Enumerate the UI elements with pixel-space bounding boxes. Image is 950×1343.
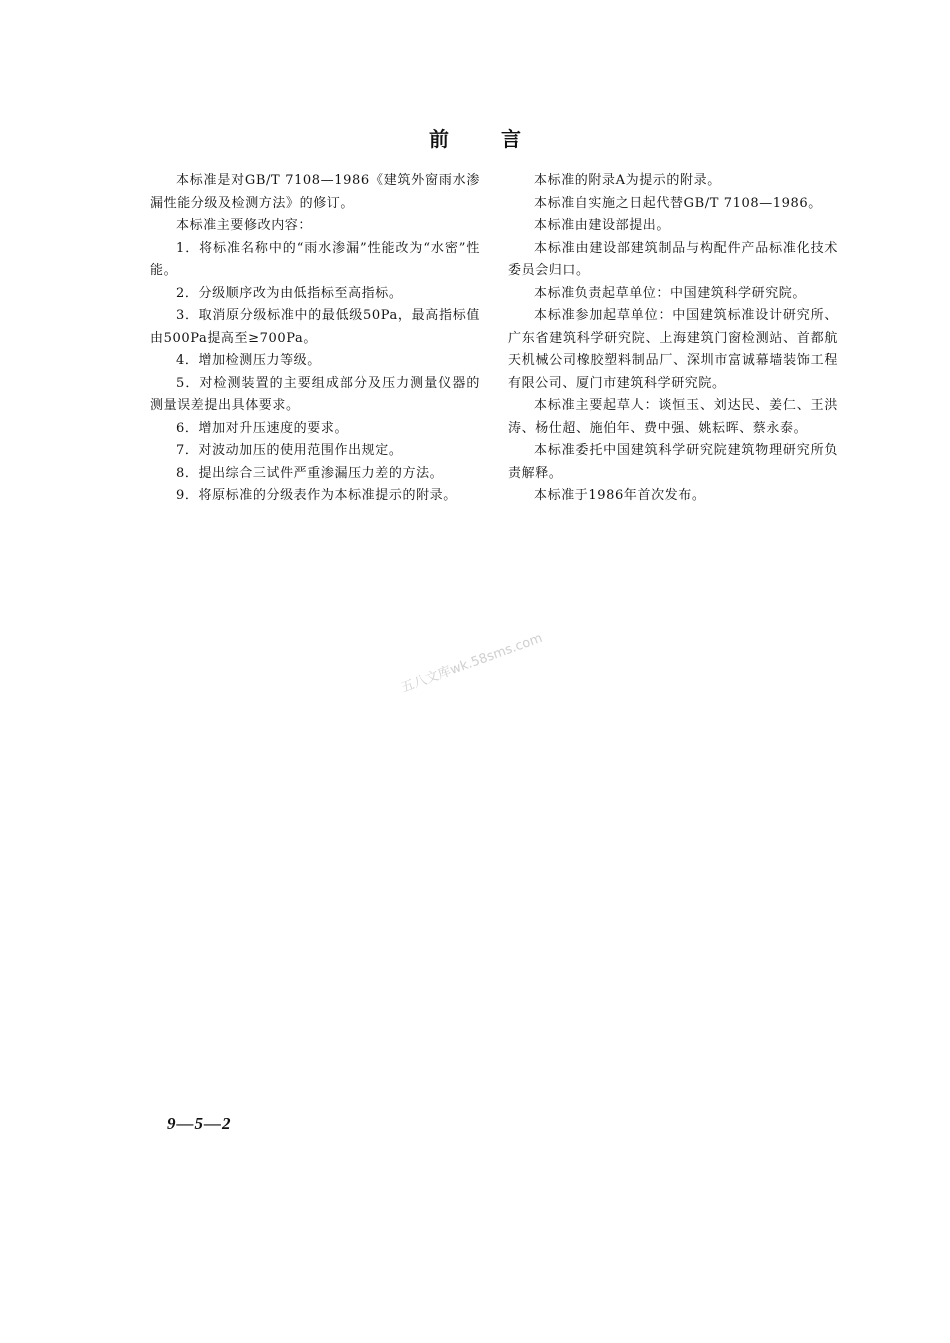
paragraph: 本标准主要起草人：谈恒玉、刘达民、姜仁、王洪涛、杨仕超、施伯年、费中强、姚耘晖、蔡永泰。 [508, 398, 838, 436]
list-item: 5．对检测装置的主要组成部分及压力测量仪器的测量误差提出具体要求。 [150, 375, 480, 413]
list-item: 9．将原标准的分级表作为本标准提示的附录。 [176, 488, 457, 503]
list-item: 8．提出综合三试件严重渗漏压力差的方法。 [176, 465, 444, 481]
paragraph: 本标准委托中国建筑科学研究院建筑物理研究所负责解释。 [508, 443, 838, 481]
watermark: 五八文库wk.58sms.com [399, 630, 545, 696]
list-item: 1．将标准名称中的“雨水渗漏”性能改为“水密”性能。 [150, 240, 480, 278]
paragraph: 本标准负责起草单位：中国建筑科学研究院。 [534, 285, 807, 301]
left-column [150, 170, 480, 508]
page-title: 前言 [429, 127, 573, 151]
list-item: 3．取消原分级标准中的最低级50Pa，最高指标值由500Pa提高至≥700Pa。 [150, 308, 480, 346]
page-number: 9—5—2 [167, 1114, 232, 1133]
list-item: 4．增加检测压力等级。 [176, 353, 321, 368]
paragraph: 本标准主要修改内容： [176, 218, 313, 233]
paragraph: 本标准是对GB/T 7108—1986《建筑外窗雨水渗漏性能分级及检测方法》的修订。 [150, 173, 480, 211]
list-item: 6．增加对升压速度的要求。 [176, 420, 349, 436]
list-item: 7．对波动加压的使用范围作出规定。 [176, 443, 403, 458]
paragraph: 本标准由建设部建筑制品与构配件产品标准化技术委员会归口。 [508, 240, 838, 278]
right-column [508, 170, 838, 508]
paragraph: 本标准的附录A为提示的附录。 [534, 173, 721, 188]
paragraph: 本标准于1986年首次发布。 [534, 488, 706, 503]
list-item: 2．分级顺序改为由低指标至高指标。 [176, 285, 403, 301]
paragraph: 本标准由建设部提出。 [534, 218, 671, 233]
paragraph: 本标准自实施之日起代替GB/T 7108—1986。 [534, 195, 822, 211]
paragraph: 本标准参加起草单位：中国建筑标准设计研究所、广东省建筑科学研究院、上海建筑门窗检测站、首都航天机械公司橡胶塑料制品厂、深圳市富诚幕墙装饰工程有限公司、厦门市建筑科学研究院。 [508, 308, 838, 391]
